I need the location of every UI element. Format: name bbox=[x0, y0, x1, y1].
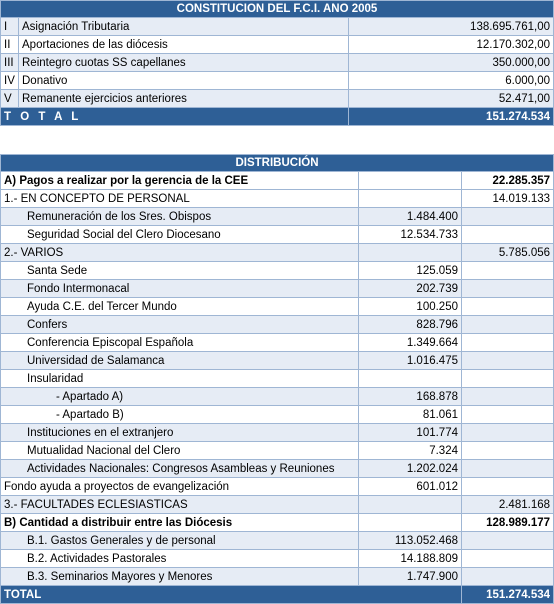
row-value: 7.324 bbox=[359, 442, 462, 460]
fondo-row bbox=[1, 478, 554, 496]
table-row bbox=[1, 334, 554, 352]
table-row bbox=[1, 460, 554, 478]
fondo-label: Fondo ayuda a proyectos de evangelización bbox=[1, 478, 359, 496]
table-row bbox=[1, 90, 554, 108]
distribucion-title: DISTRIBUCIÓN bbox=[1, 155, 554, 172]
table-row bbox=[1, 226, 554, 244]
section-a-value: 22.285.357 bbox=[462, 172, 554, 190]
row-number: IV bbox=[1, 72, 19, 90]
total-row bbox=[1, 586, 554, 604]
row-value: 1.484.400 bbox=[359, 208, 462, 226]
row-label: Confers bbox=[1, 316, 359, 334]
personal-label: 1.- EN CONCEPTO DE PERSONAL bbox=[1, 190, 359, 208]
table-row bbox=[1, 208, 554, 226]
row-value: 101.774 bbox=[359, 424, 462, 442]
constitucion-table bbox=[0, 0, 554, 126]
row-label: B.2. Actividades Pastorales bbox=[1, 550, 359, 568]
row-value: 125.059 bbox=[359, 262, 462, 280]
row-label: Santa Sede bbox=[1, 262, 359, 280]
row-value: 12.170.302,00 bbox=[349, 36, 554, 54]
row-number: V bbox=[1, 90, 19, 108]
row-value: 6.000,00 bbox=[349, 72, 554, 90]
row-value: 202.739 bbox=[359, 280, 462, 298]
total-label: TOTAL bbox=[1, 586, 462, 604]
varios-value: 5.785.056 bbox=[462, 244, 554, 262]
row-number: I bbox=[1, 18, 19, 36]
fondo-value: 601.012 bbox=[359, 478, 462, 496]
table-row bbox=[1, 54, 554, 72]
row-value: 1.349.664 bbox=[359, 334, 462, 352]
total-label: T O T A L bbox=[1, 108, 349, 126]
row-label: Reintegro cuotas SS capellanes bbox=[19, 54, 349, 72]
row-label: Asignación Tributaria bbox=[19, 18, 349, 36]
row-value: 12.534.733 bbox=[359, 226, 462, 244]
row-label: - Apartado B) bbox=[1, 406, 359, 424]
table-row bbox=[1, 298, 554, 316]
row-label: B.3. Seminarios Mayores y Menores bbox=[1, 568, 359, 586]
row-label: B.1. Gastos Generales y de personal bbox=[1, 532, 359, 550]
row-label: Remanente ejercicios anteriores bbox=[19, 90, 349, 108]
table-row bbox=[1, 316, 554, 334]
row-label: Actividades Nacionales: Congresos Asambleas y Reuniones bbox=[1, 460, 359, 478]
distribucion-table bbox=[0, 154, 554, 604]
section-a-label: A) Pagos a realizar por la gerencia de la CEE bbox=[1, 172, 359, 190]
total-value: 151.274.534 bbox=[462, 586, 554, 604]
varios-label: 2.- VARIOS bbox=[1, 244, 359, 262]
table-row bbox=[1, 442, 554, 460]
table-row bbox=[1, 352, 554, 370]
table-row bbox=[1, 406, 554, 424]
table-row bbox=[1, 424, 554, 442]
table-row bbox=[1, 18, 554, 36]
insularidad-row bbox=[1, 370, 554, 388]
row-value: 138.695.761,00 bbox=[349, 18, 554, 36]
row-number: III bbox=[1, 54, 19, 72]
row-value: 828.796 bbox=[359, 316, 462, 334]
personal-value: 14.019.133 bbox=[462, 190, 554, 208]
table-row bbox=[1, 550, 554, 568]
row-value: 113.052.468 bbox=[359, 532, 462, 550]
table-row bbox=[1, 388, 554, 406]
section-a-row bbox=[1, 172, 554, 190]
table-row bbox=[1, 262, 554, 280]
row-value: 100.250 bbox=[359, 298, 462, 316]
row-label: Conferencia Episcopal Española bbox=[1, 334, 359, 352]
insularidad-label: Insularidad bbox=[1, 370, 359, 388]
row-label: Mutualidad Nacional del Clero bbox=[1, 442, 359, 460]
row-value: 168.878 bbox=[359, 388, 462, 406]
table-row bbox=[1, 36, 554, 54]
varios-row bbox=[1, 244, 554, 262]
row-label: Fondo Intermonacal bbox=[1, 280, 359, 298]
row-number: II bbox=[1, 36, 19, 54]
personal-row bbox=[1, 190, 554, 208]
section-b-label: B) Cantidad a distribuir entre las Diócesis bbox=[1, 514, 359, 532]
table-row bbox=[1, 72, 554, 90]
row-label: Aportaciones de las diócesis bbox=[19, 36, 349, 54]
row-value: 1.747.900 bbox=[359, 568, 462, 586]
row-value: 1.016.475 bbox=[359, 352, 462, 370]
row-label: Ayuda C.E. del Tercer Mundo bbox=[1, 298, 359, 316]
table-row bbox=[1, 280, 554, 298]
constitucion-title: CONSTITUCION DEL F.C.I. ANO 2005 bbox=[1, 1, 554, 18]
facultades-row bbox=[1, 496, 554, 514]
row-value: 14.188.809 bbox=[359, 550, 462, 568]
row-value: 81.061 bbox=[359, 406, 462, 424]
row-label: Remuneración de los Sres. Obispos bbox=[1, 208, 359, 226]
row-label: Instituciones en el extranjero bbox=[1, 424, 359, 442]
total-value: 151.274.534 bbox=[349, 108, 554, 126]
row-label: Seguridad Social del Clero Diocesano bbox=[1, 226, 359, 244]
row-label: - Apartado A) bbox=[1, 388, 359, 406]
row-label: Universidad de Salamanca bbox=[1, 352, 359, 370]
row-value: 1.202.024 bbox=[359, 460, 462, 478]
row-value: 52.471,00 bbox=[349, 90, 554, 108]
section-b-row bbox=[1, 514, 554, 532]
table-row bbox=[1, 568, 554, 586]
section-b-value: 128.989.177 bbox=[462, 514, 554, 532]
facultades-value: 2.481.168 bbox=[462, 496, 554, 514]
row-value: 350.000,00 bbox=[349, 54, 554, 72]
total-row bbox=[1, 108, 554, 126]
facultades-label: 3.- FACULTADES ECLESIASTICAS bbox=[1, 496, 359, 514]
table-row bbox=[1, 532, 554, 550]
row-label: Donativo bbox=[19, 72, 349, 90]
